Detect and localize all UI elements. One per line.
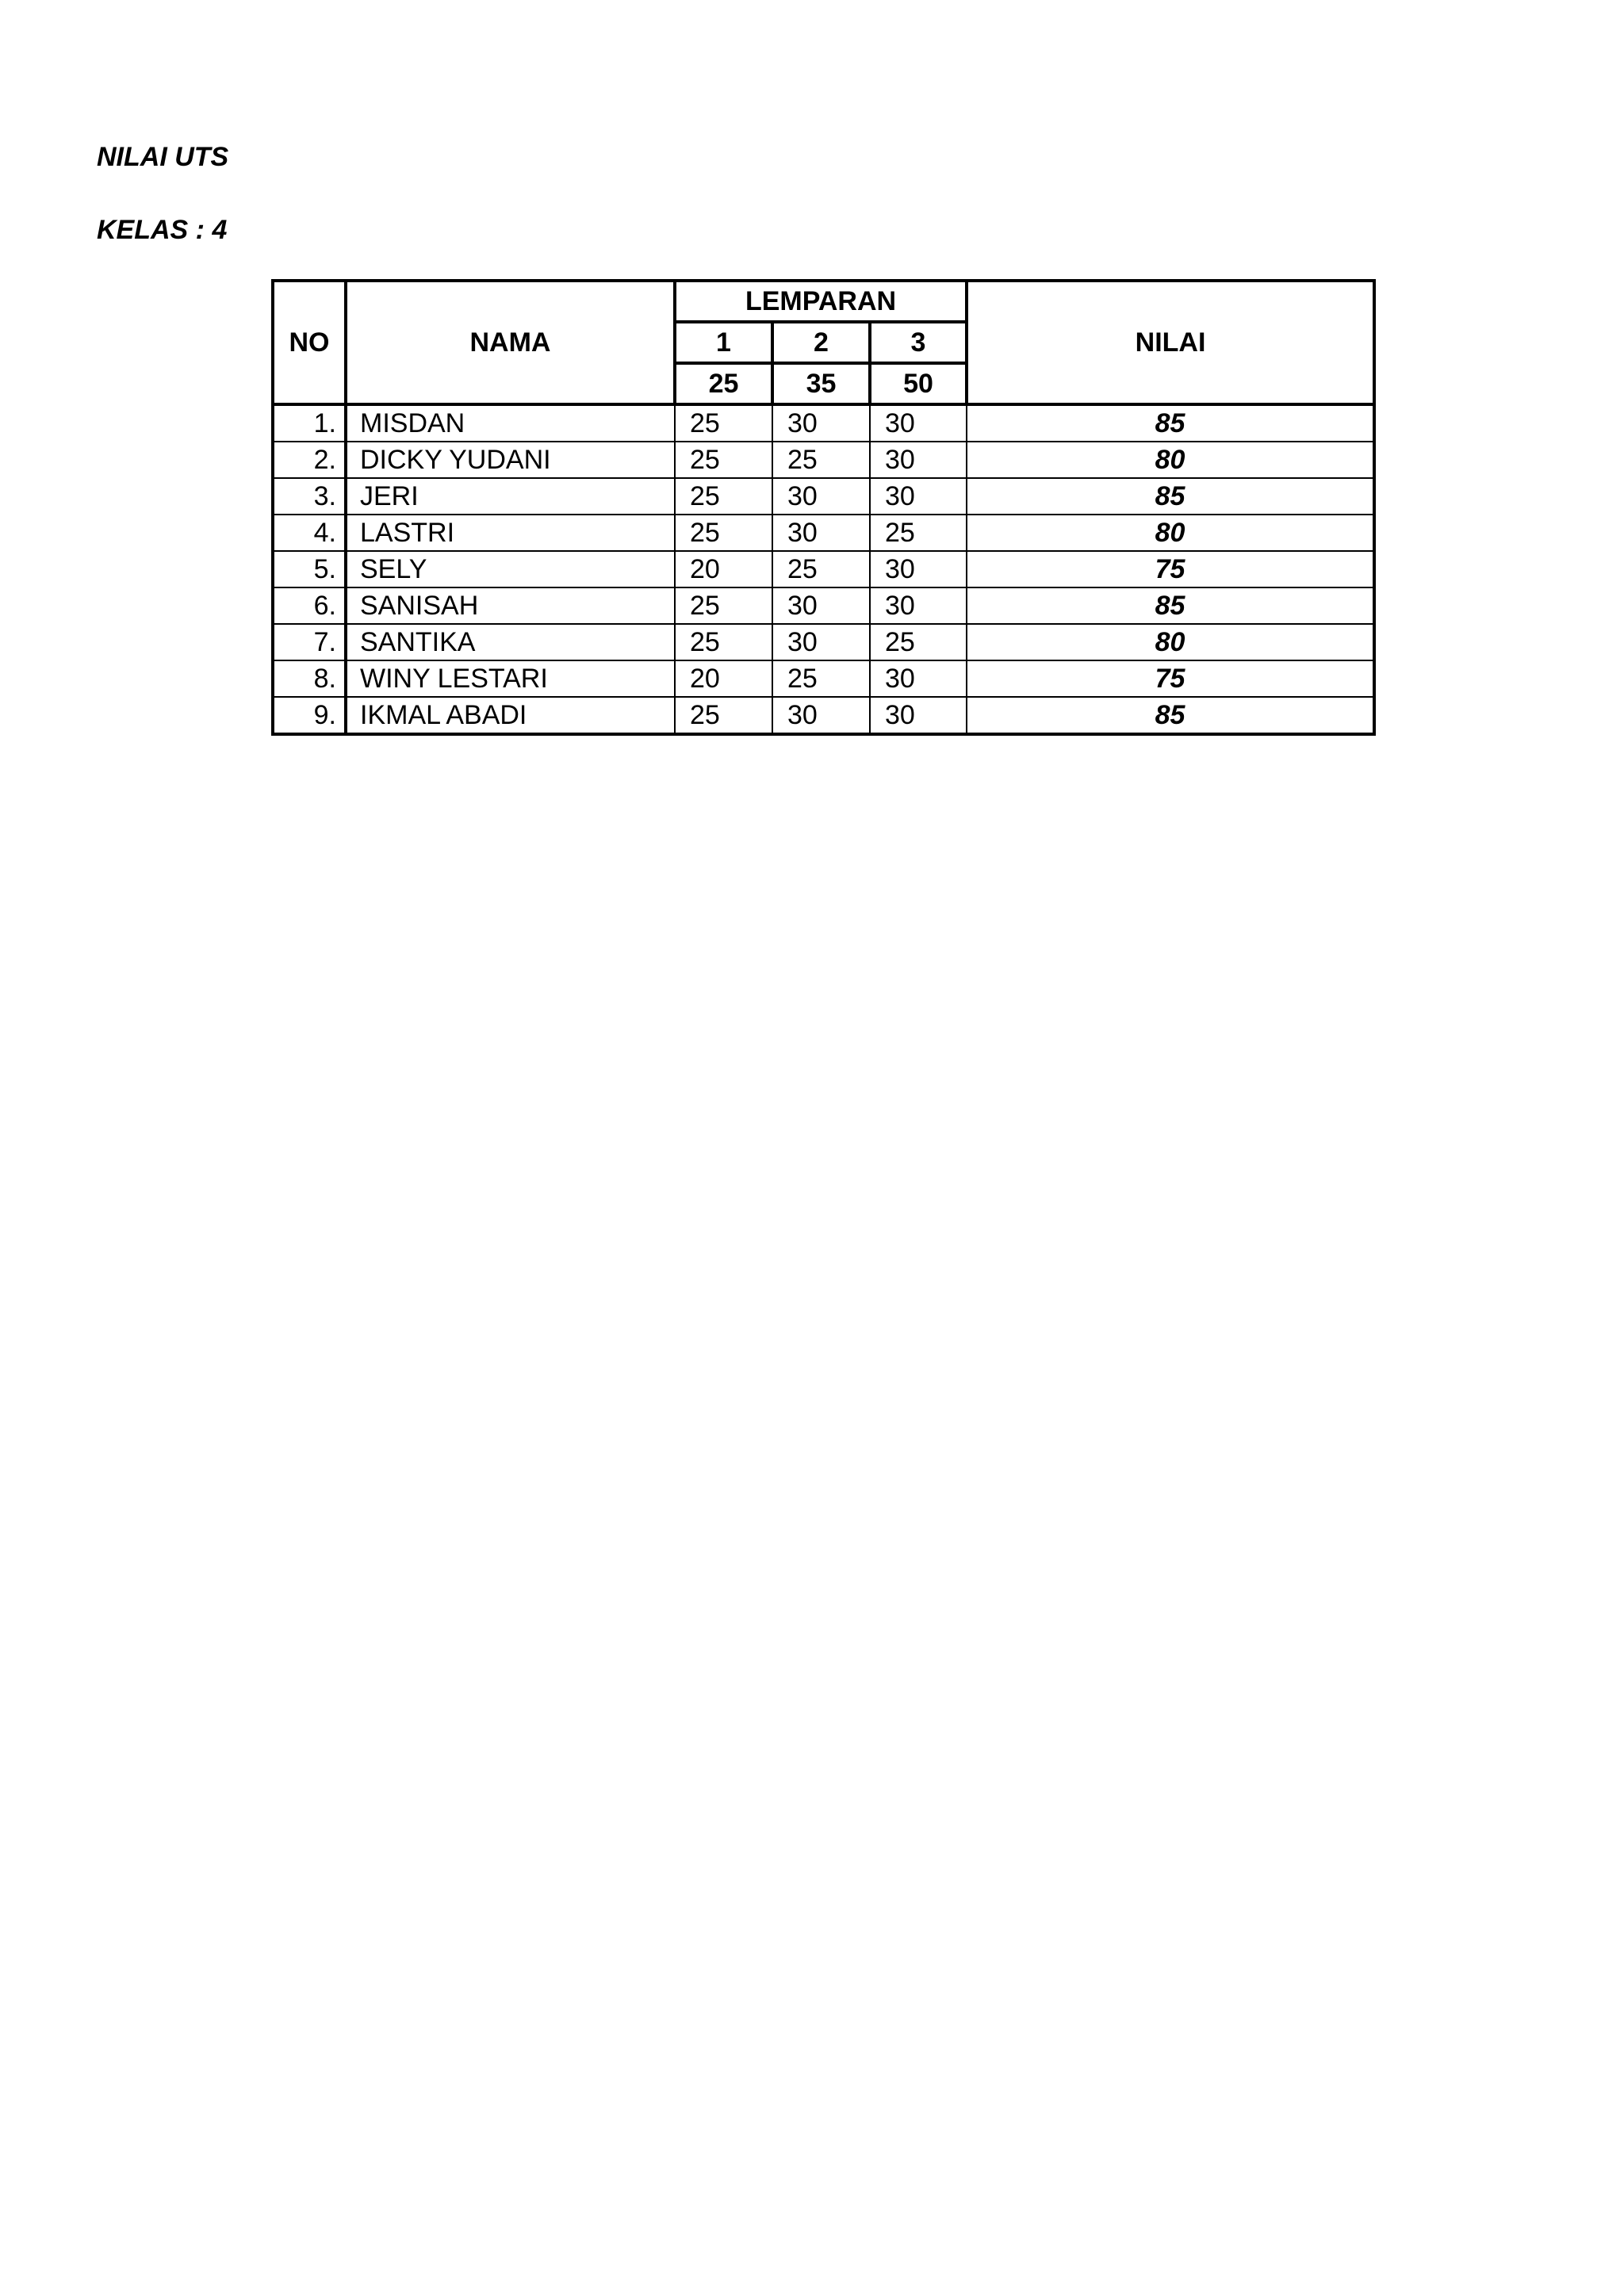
cell-lemparan-2: 30: [772, 587, 870, 624]
cell-no: 1.: [273, 404, 346, 442]
cell-nilai: 80: [967, 442, 1374, 478]
cell-nama: IKMAL ABADI: [346, 697, 675, 734]
cell-nilai: 80: [967, 624, 1374, 660]
cell-no: 6.: [273, 587, 346, 624]
cell-lemparan-2: 30: [772, 404, 870, 442]
cell-nama: SANISAH: [346, 587, 675, 624]
cell-no: 9.: [273, 697, 346, 734]
cell-lemparan-3: 30: [870, 442, 967, 478]
header-max-points: 25: [675, 363, 772, 404]
cell-nama: LASTRI: [346, 515, 675, 551]
header-max-points: 50: [870, 363, 967, 404]
cell-no: 4.: [273, 515, 346, 551]
table-row: [273, 515, 1374, 551]
header-throw-number: 1: [675, 322, 772, 363]
cell-lemparan-1: 25: [675, 697, 772, 734]
cell-lemparan-3: 30: [870, 478, 967, 515]
cell-lemparan-1: 25: [675, 587, 772, 624]
cell-no: 2.: [273, 442, 346, 478]
cell-no: 3.: [273, 478, 346, 515]
cell-nama: JERI: [346, 478, 675, 515]
table-row: [273, 478, 1374, 515]
table-row: [273, 404, 1374, 442]
header-throw-number: 2: [772, 322, 870, 363]
table-row: [273, 587, 1374, 624]
header-nama: NAMA: [346, 281, 675, 404]
class-label: KELAS : 4: [97, 215, 228, 245]
cell-nilai: 75: [967, 551, 1374, 587]
table-body: [273, 404, 1374, 734]
cell-lemparan-3: 25: [870, 515, 967, 551]
cell-nilai: 85: [967, 697, 1374, 734]
header-throw-number: 3: [870, 322, 967, 363]
cell-nilai: 75: [967, 660, 1374, 697]
cell-lemparan-2: 30: [772, 624, 870, 660]
cell-lemparan-2: 30: [772, 478, 870, 515]
cell-lemparan-3: 30: [870, 404, 967, 442]
cell-nama: DICKY YUDANI: [346, 442, 675, 478]
cell-nama: WINY LESTARI: [346, 660, 675, 697]
header-no: NO: [273, 281, 346, 404]
header-row: [273, 281, 1374, 322]
cell-lemparan-1: 25: [675, 404, 772, 442]
cell-nama: SELY: [346, 551, 675, 587]
cell-lemparan-2: 30: [772, 515, 870, 551]
cell-nilai: 85: [967, 404, 1374, 442]
cell-no: 7.: [273, 624, 346, 660]
header-lemparan: LEMPARAN: [675, 281, 967, 322]
grades-table: [271, 279, 1376, 736]
cell-lemparan-2: 25: [772, 551, 870, 587]
cell-nilai: 85: [967, 587, 1374, 624]
cell-lemparan-1: 25: [675, 624, 772, 660]
cell-lemparan-3: 30: [870, 587, 967, 624]
cell-lemparan-2: 25: [772, 442, 870, 478]
table-row: [273, 442, 1374, 478]
table-row: [273, 697, 1374, 734]
header-nilai: NILAI: [967, 281, 1374, 404]
cell-nama: SANTIKA: [346, 624, 675, 660]
cell-lemparan-1: 25: [675, 478, 772, 515]
cell-lemparan-2: 30: [772, 697, 870, 734]
cell-nama: MISDAN: [346, 404, 675, 442]
document-title: NILAI UTS: [97, 142, 229, 172]
cell-lemparan-3: 25: [870, 624, 967, 660]
cell-lemparan-1: 25: [675, 442, 772, 478]
cell-lemparan-3: 30: [870, 660, 967, 697]
cell-lemparan-1: 25: [675, 515, 772, 551]
cell-nilai: 80: [967, 515, 1374, 551]
table-row: [273, 660, 1374, 697]
cell-lemparan-3: 30: [870, 697, 967, 734]
cell-nilai: 85: [967, 478, 1374, 515]
cell-lemparan-1: 20: [675, 660, 772, 697]
header-max-points: 35: [772, 363, 870, 404]
cell-lemparan-2: 25: [772, 660, 870, 697]
cell-no: 5.: [273, 551, 346, 587]
table-header: [273, 281, 1374, 404]
cell-lemparan-1: 20: [675, 551, 772, 587]
cell-lemparan-3: 30: [870, 551, 967, 587]
table-row: [273, 551, 1374, 587]
table-row: [273, 624, 1374, 660]
cell-no: 8.: [273, 660, 346, 697]
